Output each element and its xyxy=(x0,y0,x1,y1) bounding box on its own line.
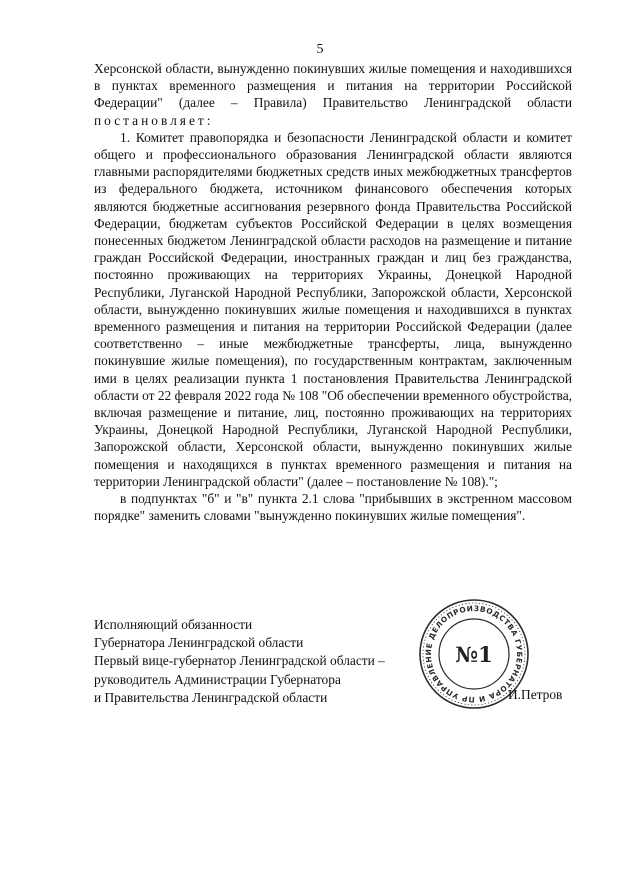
signature-block xyxy=(94,616,424,707)
paragraph-continuation xyxy=(94,60,572,129)
seal-number: №1 xyxy=(455,642,493,667)
paragraph-subitems: в подпунктах "б" и "в" пункта 2.1 слова "прибывших в экстренном массовом порядке" заменить словами "вынужденно покинувших жилые помещения". xyxy=(94,491,572,524)
paragraph-item-1: 1. Комитет правопорядка и безопасности Ленинградской области и комитет общего и профессионального образования Ленинградской области являются главными распорядителями бюджетных средств иных межбюджетных трансфертов из федерального бюджета, источником финансового обеспечения которых являются бюджетные ассигнования резервного фонда Правительства Российской Федерации, бюджетам субъектов Российской Федерации в целях возмещения понесенных бюджетом Ленинградской области расходов на размещение и питание граждан Российской Федерации, иностранных граждан и лиц без гражданства, постоянно проживающих на территориях Украины, Донецкой Народной Республики, Луганской Народной Республики, Запорожской области, Херсонской области, вынужденно покинувших жилые помещения и находившихся в пунктах временного размещения и питания на территории Российской Федерации (далее соответственно – иные межбюджетные трансферты, лица, вынужденно покинувшие жилые помещения), по государственным контрактам, заключенным ими в целях реализации пункта 1 постановления Правительства Ленинградской области от 22 февраля 2022 года № 108 "Об обеспечении временного обустройства, включая размещение и питание, лиц, постоянно проживающих на территориях Украины, Донецкой Народной Республики, Луганской Народной Республики, Запорожской области, Херсонской области, вынужденно покинувших жилые помещения и находящихся в пунктах временного размещения и питания на территории Ленинградской области" (далее – постановление № 108)."; xyxy=(94,129,572,489)
page-number: 5 xyxy=(316,42,324,57)
document-body xyxy=(94,60,572,524)
paragraph-text: Херсонской области, вынужденно покинувших жилые помещения и находившихся в пунктах временного размещения и питания на территории Российской Федерации" (далее – Правила) Правительство Ленинградской области xyxy=(94,61,572,111)
seal-ring-text: УПРАВЛЕНИЕ ДЕЛОПРОИЗВОДСТВА ГУБЕРНАТОРА И ПРАВИТЕЛЬСТВА xyxy=(423,603,525,705)
signatory-title-line: Исполняющий обязанности xyxy=(94,617,253,632)
resolution-word: постановляет: xyxy=(94,112,214,128)
signatory-title-line: и Правительства Ленинградской области xyxy=(94,689,328,705)
signer-name: И.Петров xyxy=(508,687,563,702)
signatory-title-line: руководитель Администрации Губернатора xyxy=(94,671,341,687)
signatory-title-line: Первый вице-губернатор Ленинградской области – xyxy=(94,653,385,669)
signatory-title-line: Губернатора Ленинградской области xyxy=(94,635,304,651)
